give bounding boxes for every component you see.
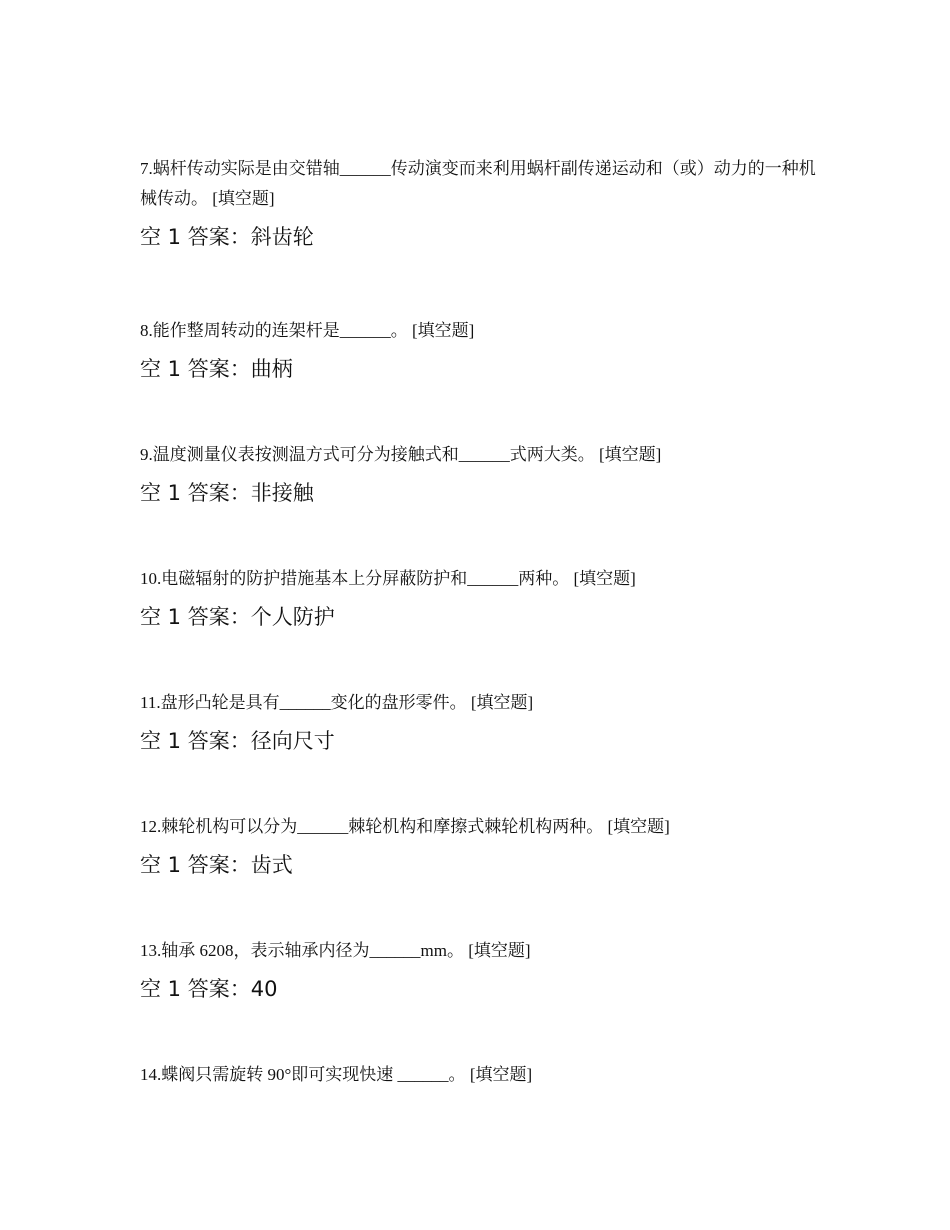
- answer-value: 斜齿轮: [250, 225, 314, 249]
- question-text: [140, 936, 820, 966]
- answer-line: [140, 478, 820, 508]
- answer-line: [140, 726, 820, 756]
- answer-prefix: 空 1 答案：: [140, 357, 251, 381]
- question-text: [140, 440, 820, 470]
- question-body: 12.棘轮机构可以分为______棘轮机构和摩擦式棘轮机构两种。: [140, 817, 604, 836]
- question-type: [填空题]: [599, 445, 662, 464]
- question-type: [填空题]: [212, 189, 275, 208]
- question-body: 10.电磁辐射的防护措施基本上分屏蔽防护和______两种。: [140, 569, 570, 588]
- answer-prefix: 空 1 答案：: [140, 729, 251, 753]
- answer-value: 曲柄: [250, 357, 293, 381]
- question-11: [140, 688, 820, 756]
- answer-prefix: 空 1 答案：: [140, 605, 251, 629]
- answer-line: [140, 850, 820, 880]
- question-text: [140, 688, 820, 718]
- question-text: [140, 316, 820, 346]
- question-text: [140, 812, 820, 842]
- question-10: [140, 564, 820, 632]
- question-body: 13.轴承 6208，表示轴承内径为______mm。: [140, 941, 464, 960]
- answer-line: [140, 222, 820, 252]
- question-type: [填空题]: [607, 817, 670, 836]
- question-7: [140, 154, 820, 252]
- question-13: [140, 936, 820, 1004]
- answer-line: [140, 602, 820, 632]
- question-type: [填空题]: [469, 1065, 533, 1084]
- question-body: 14.蝶阀只需旋转 90°即可实现快速 ______。: [140, 1065, 466, 1084]
- answer-line: [140, 354, 820, 384]
- answer-prefix: 空 1 答案：: [140, 853, 251, 877]
- question-text: [140, 564, 820, 594]
- answer-value: 齿式: [250, 853, 293, 877]
- question-12: [140, 812, 820, 880]
- question-type: [填空题]: [470, 693, 534, 712]
- answer-prefix: 空 1 答案：: [140, 225, 251, 249]
- question-9: [140, 440, 820, 508]
- question-text: [140, 154, 820, 214]
- question-body: 9.温度测量仪表按测温方式可分为接触式和______式两大类。: [140, 445, 595, 464]
- question-body: 8.能作整周转动的连架杆是______。: [140, 321, 408, 340]
- question-body: 7.蜗杆传动实际是由交错轴______传动演变而来利用蜗杆副传递运动和（或）动力的一种机械传动。: [140, 159, 816, 208]
- question-8: [140, 316, 820, 384]
- question-body: 11.盘形凸轮是具有______变化的盘形零件。: [140, 693, 467, 712]
- question-type: [填空题]: [468, 941, 531, 960]
- answer-value: 径向尺寸: [250, 729, 335, 753]
- question-14: [140, 1060, 820, 1090]
- question-type: [填空题]: [573, 569, 636, 588]
- answer-value: 非接触: [250, 481, 314, 505]
- question-text: [140, 1060, 820, 1090]
- answer-value: 40: [250, 977, 278, 1001]
- answer-value: 个人防护: [250, 605, 335, 629]
- answer-prefix: 空 1 答案：: [140, 977, 251, 1001]
- answer-line: [140, 974, 820, 1004]
- question-type: [填空题]: [412, 321, 475, 340]
- answer-prefix: 空 1 答案：: [140, 481, 251, 505]
